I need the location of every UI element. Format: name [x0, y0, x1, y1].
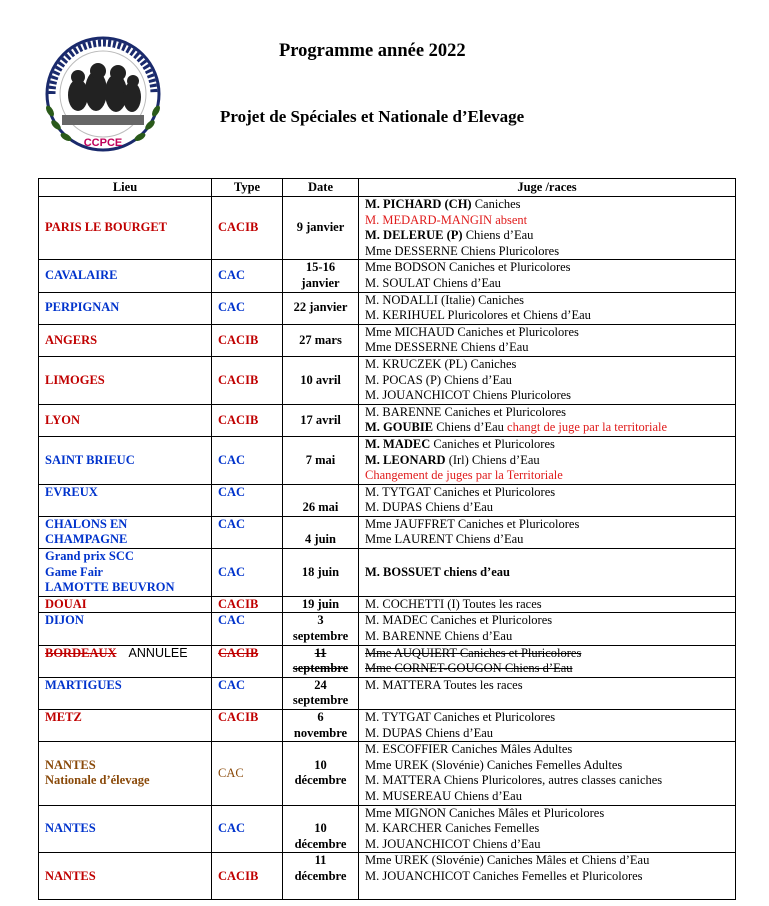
- lieu-cell: Grand prix SCC Game Fair LAMOTTE BEUVRON: [39, 549, 212, 597]
- table-row: [39, 292, 736, 324]
- date-cell: 10 décembre: [283, 805, 359, 853]
- juge-cell: [359, 292, 736, 324]
- date-cell: 27 mars: [283, 324, 359, 356]
- type-cell: CACIB: [212, 324, 283, 356]
- juge-line: M. JOUANCHICOT Chiens Pluricolores: [365, 388, 572, 403]
- table-row: [39, 853, 736, 900]
- juge-cell: [359, 404, 736, 436]
- juge-line: M. LEONARD (Irl) Chiens d’Eau: [365, 452, 540, 467]
- juge-line: M. BARENNE Caniches et Pluricolores: [365, 404, 567, 419]
- juge-line: M. COCHETTI (I) Toutes les races: [365, 596, 542, 611]
- lieu-cell: LIMOGES: [39, 356, 212, 404]
- date-cell: 9 janvier: [283, 197, 359, 260]
- table-row: [39, 742, 736, 805]
- juge-line: Mme CORNET-GOUGON Chiens d’Eau: [365, 661, 573, 676]
- juge-line: M. TYTGAT Caniches et Pluricolores: [365, 484, 556, 499]
- juge-cell: [359, 710, 736, 742]
- table-row: [39, 404, 736, 436]
- juge-line: M. MADEC Caniches et Pluricolores: [365, 436, 555, 451]
- type-cell: CACIB: [212, 710, 283, 742]
- lieu-cell: METZ: [39, 710, 212, 742]
- lieu-cell: DIJON: [39, 613, 212, 645]
- lieu-cell: PERPIGNAN: [39, 292, 212, 324]
- date-cell: 3 septembre: [283, 613, 359, 645]
- juge-line: M. ESCOFFIER Caniches Mâles Adultes: [365, 742, 573, 757]
- date-cell: 24 septembre: [283, 677, 359, 709]
- table-row: [39, 324, 736, 356]
- table-row: [39, 710, 736, 742]
- juge-line: M. MADEC Caniches et Pluricolores: [365, 613, 553, 628]
- juge-cell: [359, 484, 736, 516]
- date-cell: 26 mai: [283, 484, 359, 516]
- column-header-juge: Juge /races: [359, 179, 736, 197]
- svg-text:CCPCE: CCPCE: [83, 137, 123, 149]
- juge-line: M. JOUANCHICOT Caniches Femelles et Pluricolores: [365, 868, 643, 883]
- juge-line: Mme UREK (Slovénie) Caniches Mâles et Chiens d’Eau: [365, 853, 650, 868]
- juge-line: M. TYTGAT Caniches et Pluricolores: [365, 710, 556, 724]
- date-cell: 18 juin: [283, 549, 359, 597]
- type-cell: CAC: [212, 805, 283, 853]
- lieu-cell: CAVALAIRE: [39, 260, 212, 292]
- juge-cell: [359, 197, 736, 260]
- lieu-cell: MARTIGUES: [39, 677, 212, 709]
- juge-line: Changement de juges par la Territoriale: [365, 468, 563, 483]
- table-header-row: [39, 179, 736, 197]
- lieu-cell: CHALONS EN CHAMPAGNE: [39, 516, 212, 548]
- juge-cell: [359, 596, 736, 613]
- table-row: [39, 613, 736, 645]
- lieu-cell: PARIS LE BOURGET: [39, 197, 212, 260]
- date-cell: 11 décembre: [283, 853, 359, 900]
- juge-line: Mme BODSON Caniches et Pluricolores: [365, 260, 571, 275]
- column-header-date: Date: [283, 179, 359, 197]
- juge-line: M. MEDARD-MANGIN absent: [365, 212, 528, 227]
- juge-line: M. JOUANCHICOT Chiens d’Eau: [365, 836, 541, 851]
- table-row: [39, 549, 736, 597]
- juge-cell: [359, 677, 736, 709]
- type-cell: CAC: [212, 742, 283, 805]
- juge-line: Mme DESSERNE Chiens d’Eau: [365, 340, 529, 355]
- schedule-table: [38, 178, 736, 900]
- lieu-cell: NANTES Nationale d’élevage: [39, 742, 212, 805]
- column-header-lieu: Lieu: [39, 179, 212, 197]
- juge-cell: [359, 853, 736, 900]
- type-cell: CACIB: [212, 356, 283, 404]
- juge-line: Mme LAURENT Chiens d’Eau: [365, 532, 524, 547]
- juge-line: Mme JAUFFRET Caniches et Pluricolores: [365, 516, 580, 531]
- type-cell: CAC: [212, 549, 283, 597]
- juge-line: M. PICHARD (CH) Caniches: [365, 197, 521, 211]
- date-cell: 10 décembre: [283, 742, 359, 805]
- table-row: [39, 645, 736, 677]
- lieu-cell: EVREUX: [39, 484, 212, 516]
- juge-line: Mme UREK (Slovénie) Caniches Femelles Adultes: [365, 757, 623, 772]
- table-row: [39, 260, 736, 292]
- date-cell: 17 avril: [283, 404, 359, 436]
- juge-line: Mme MICHAUD Caniches et Pluricolores: [365, 324, 579, 339]
- lieu-cell: ANGERS: [39, 324, 212, 356]
- date-cell: 4 juin: [283, 516, 359, 548]
- juge-line: M. KERIHUEL Pluricolores et Chiens d’Eau: [365, 308, 591, 323]
- logo-text: [84, 137, 123, 149]
- table-row: [39, 197, 736, 260]
- page-subtitle: Projet de Spéciales et Nationale d’Elevage: [220, 107, 525, 126]
- type-cell: CAC: [212, 484, 283, 516]
- juge-line: M. NODALLI (Italie) Caniches: [365, 292, 524, 307]
- juge-line: M. MATTERA Toutes les races: [365, 677, 523, 692]
- page-title: Programme année 2022: [279, 41, 466, 61]
- juge-line: M. SOULAT Chiens d’Eau: [365, 275, 501, 290]
- table-row: [39, 677, 736, 709]
- type-cell: CAC: [212, 613, 283, 645]
- type-cell: CACIB: [212, 404, 283, 436]
- juge-cell: [359, 516, 736, 548]
- date-cell: 7 mai: [283, 436, 359, 484]
- juge-line: M. POCAS (P) Chiens d’Eau: [365, 372, 512, 387]
- date-cell: 10 avril: [283, 356, 359, 404]
- juge-cell: [359, 742, 736, 805]
- type-cell: CACIB: [212, 853, 283, 900]
- lieu-cell: BORDEAUX ANNULEE: [39, 645, 212, 677]
- lieu-cell: LYON: [39, 404, 212, 436]
- date-cell: 15-16 janvier: [283, 260, 359, 292]
- juge-cell: [359, 260, 736, 292]
- lieu-cell: SAINT BRIEUC: [39, 436, 212, 484]
- juge-line: Mme DESSERNE Chiens Pluricolores: [365, 243, 560, 258]
- lieu-cell: NANTES: [39, 853, 212, 900]
- type-cell: CAC: [212, 516, 283, 548]
- type-cell: CAC: [212, 292, 283, 324]
- juge-cell: [359, 613, 736, 645]
- club-logo: [38, 33, 168, 155]
- table-row: [39, 596, 736, 613]
- table-row: [39, 356, 736, 404]
- type-cell: CACIB: [212, 596, 283, 613]
- juge-line: M. DELERUE (P) Chiens d’Eau: [365, 228, 534, 243]
- type-cell: CAC: [212, 260, 283, 292]
- table-row: [39, 805, 736, 853]
- juge-line: M. BOSSUET chiens d’eau: [365, 564, 510, 579]
- juge-cell: [359, 324, 736, 356]
- column-header-type: Type: [212, 179, 283, 197]
- juge-line: M. MUSEREAU Chiens d’Eau: [365, 788, 522, 803]
- type-cell: CAC: [212, 436, 283, 484]
- juge-line: M. DUPAS Chiens d’Eau: [365, 725, 494, 740]
- juge-line: M. KRUCZEK (PL) Caniches: [365, 356, 517, 371]
- lieu-cell: DOUAI: [39, 596, 212, 613]
- type-cell: CACIB: [212, 645, 283, 677]
- date-cell: 11 septembre: [283, 645, 359, 677]
- juge-line: M. DUPAS Chiens d’Eau: [365, 500, 494, 515]
- juge-line: Mme MIGNON Caniches Mâles et Pluricolores: [365, 805, 605, 820]
- date-cell: 19 juin: [283, 596, 359, 613]
- type-cell: CACIB: [212, 197, 283, 260]
- juge-line: M. KARCHER Caniches Femelles: [365, 821, 540, 836]
- date-cell: 6 novembre: [283, 710, 359, 742]
- juge-cell: [359, 805, 736, 853]
- juge-cell: [359, 356, 736, 404]
- juge-line: Mme AUQUIERT Caniches et Pluricolores: [365, 645, 582, 660]
- table-row: [39, 484, 736, 516]
- table-row: [39, 516, 736, 548]
- date-cell: 22 janvier: [283, 292, 359, 324]
- juge-cell: [359, 549, 736, 597]
- cancelled-label: ANNULEE: [128, 645, 188, 660]
- juge-line: M. MATTERA Chiens Pluricolores, autres classes caniches: [365, 773, 663, 788]
- juge-cell: [359, 645, 736, 677]
- juge-cell: [359, 436, 736, 484]
- juge-line: M. BARENNE Chiens d’Eau: [365, 629, 513, 644]
- juge-line: M. GOUBIE Chiens d’Eau changt de juge par la territoriale: [365, 420, 668, 435]
- type-cell: CAC: [212, 677, 283, 709]
- table-row: [39, 436, 736, 484]
- lieu-cell: NANTES: [39, 805, 212, 853]
